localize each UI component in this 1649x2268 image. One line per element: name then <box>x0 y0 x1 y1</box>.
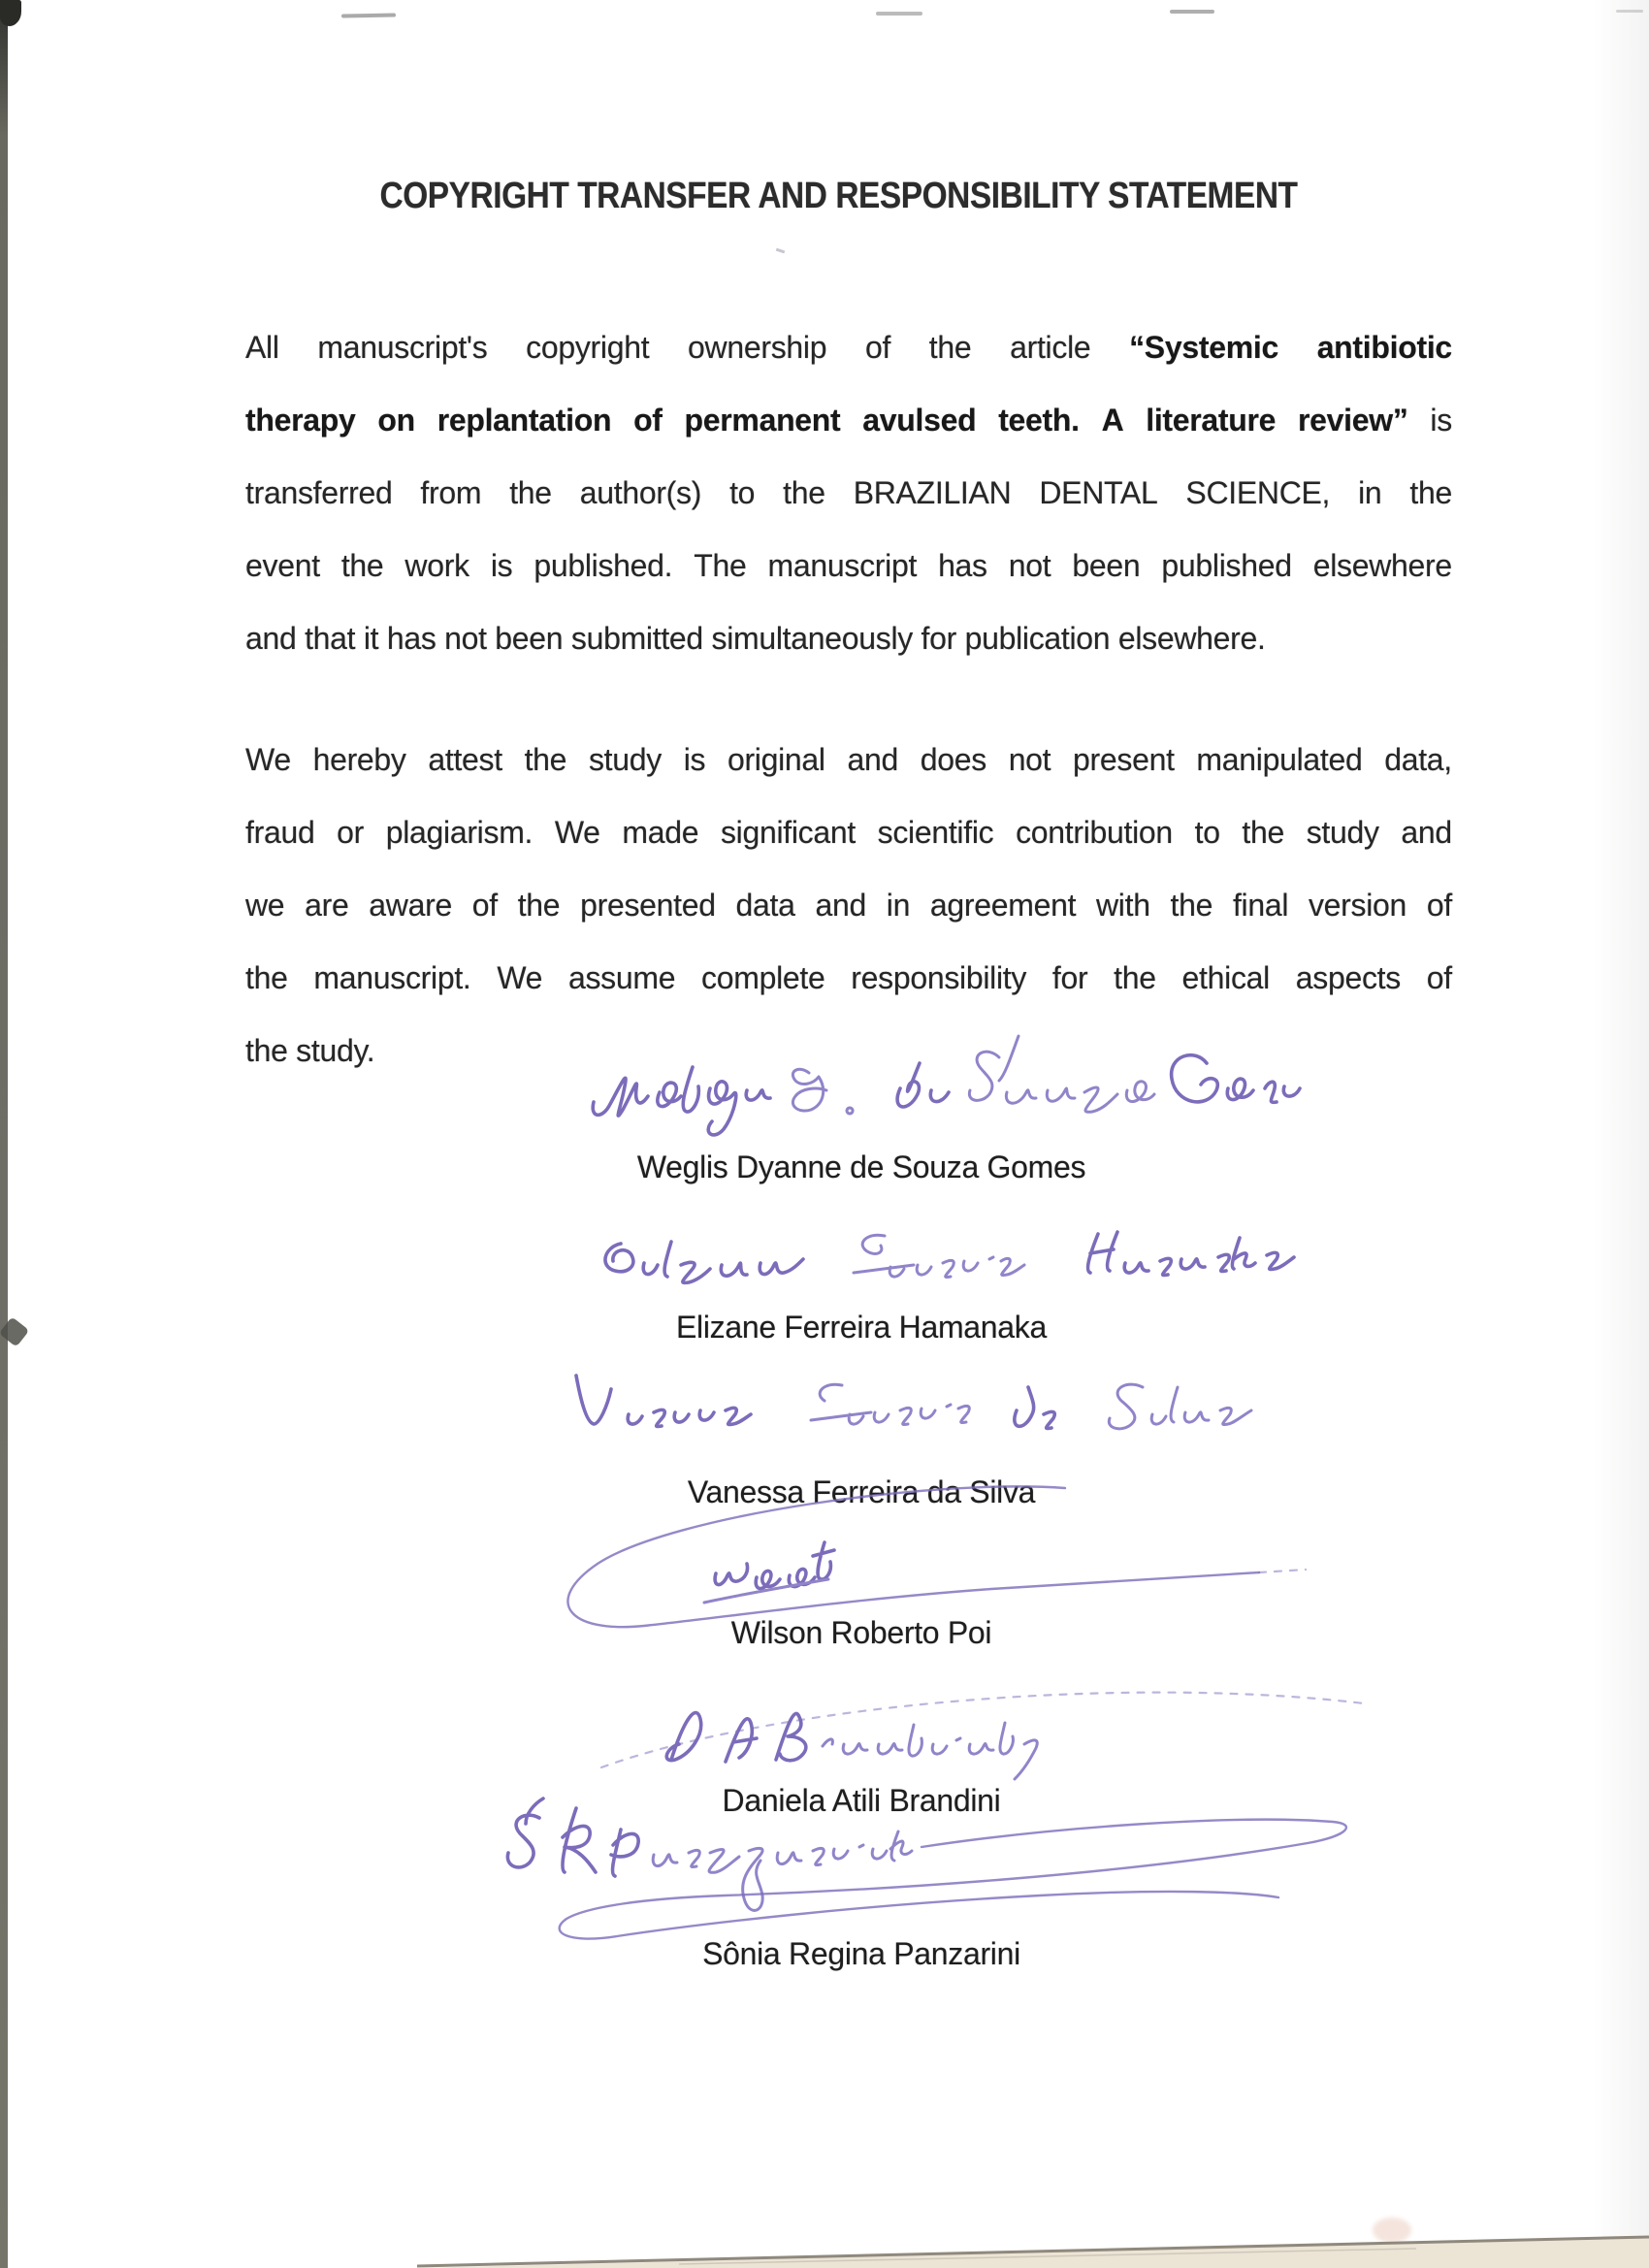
scan-speck <box>776 248 785 254</box>
signature-brandini-ink <box>578 1670 1385 1787</box>
text-line: therapy on replantation of permanent avulsed teeth. A literature review” is <box>245 403 1452 437</box>
document-title: COPYRIGHT TRANSFER AND RESPONSIBILITY STATEMENT <box>379 176 1299 216</box>
signatory-name: Sônia Regina Panzarini <box>702 1936 1020 1971</box>
text-line: the manuscript. We assume complete responsibility for the ethical aspects of <box>245 960 1452 995</box>
signatory-name: Wilson Roberto Poi <box>730 1615 992 1650</box>
paragraph-copyright-transfer <box>245 328 1452 692</box>
title-row <box>15 176 1649 217</box>
text-line: We hereby attest the study is original and does not present manipulated data, <box>245 742 1452 777</box>
signatory-name: Weglis Dyanne de Souza Gomes <box>636 1150 1086 1184</box>
text-line: transferred from the author(s) to the BRAZILIAN DENTAL SCIENCE, in the <box>245 475 1452 510</box>
scan-top-dash-2 <box>876 12 922 16</box>
text-line: fraud or plagiarism. We made significant scientific contribution to the study and <box>245 815 1452 850</box>
scan-right-shading <box>1593 0 1649 2268</box>
scan-top-dash-3 <box>1170 10 1214 14</box>
signature-wilson-ink <box>526 1482 1311 1645</box>
text-line: event the work is published. The manuscript has not been published elsewhere <box>245 548 1452 583</box>
signature-weglis-ink <box>580 1024 1308 1146</box>
text-line: All manuscript's copyright ownership of the article “Systemic antibiotic <box>245 330 1452 365</box>
text-line: we are aware of the presented data and in agreement with the final version of <box>245 888 1452 923</box>
signatory-name: Daniela Atili Brandini <box>722 1783 1001 1818</box>
text-line: and that it has not been submitted simultaneously for publication elsewhere. <box>245 621 1266 656</box>
scan-left-edge-strip <box>0 0 8 2268</box>
scan-top-left-mark <box>0 0 21 26</box>
signatory-name: Elizane Ferreira Hamanaka <box>675 1310 1047 1345</box>
text-line: the study. <box>245 1033 375 1068</box>
scan-bottom-edge <box>0 2225 1649 2268</box>
signature-vanessa-ink <box>561 1368 1337 1457</box>
scan-top-dash-1 <box>341 14 396 18</box>
signatory-name: Vanessa Ferreira da Silva <box>687 1474 1036 1509</box>
signature-elizane-ink <box>594 1215 1360 1316</box>
signature-panzarini-ink <box>497 1791 1370 1958</box>
